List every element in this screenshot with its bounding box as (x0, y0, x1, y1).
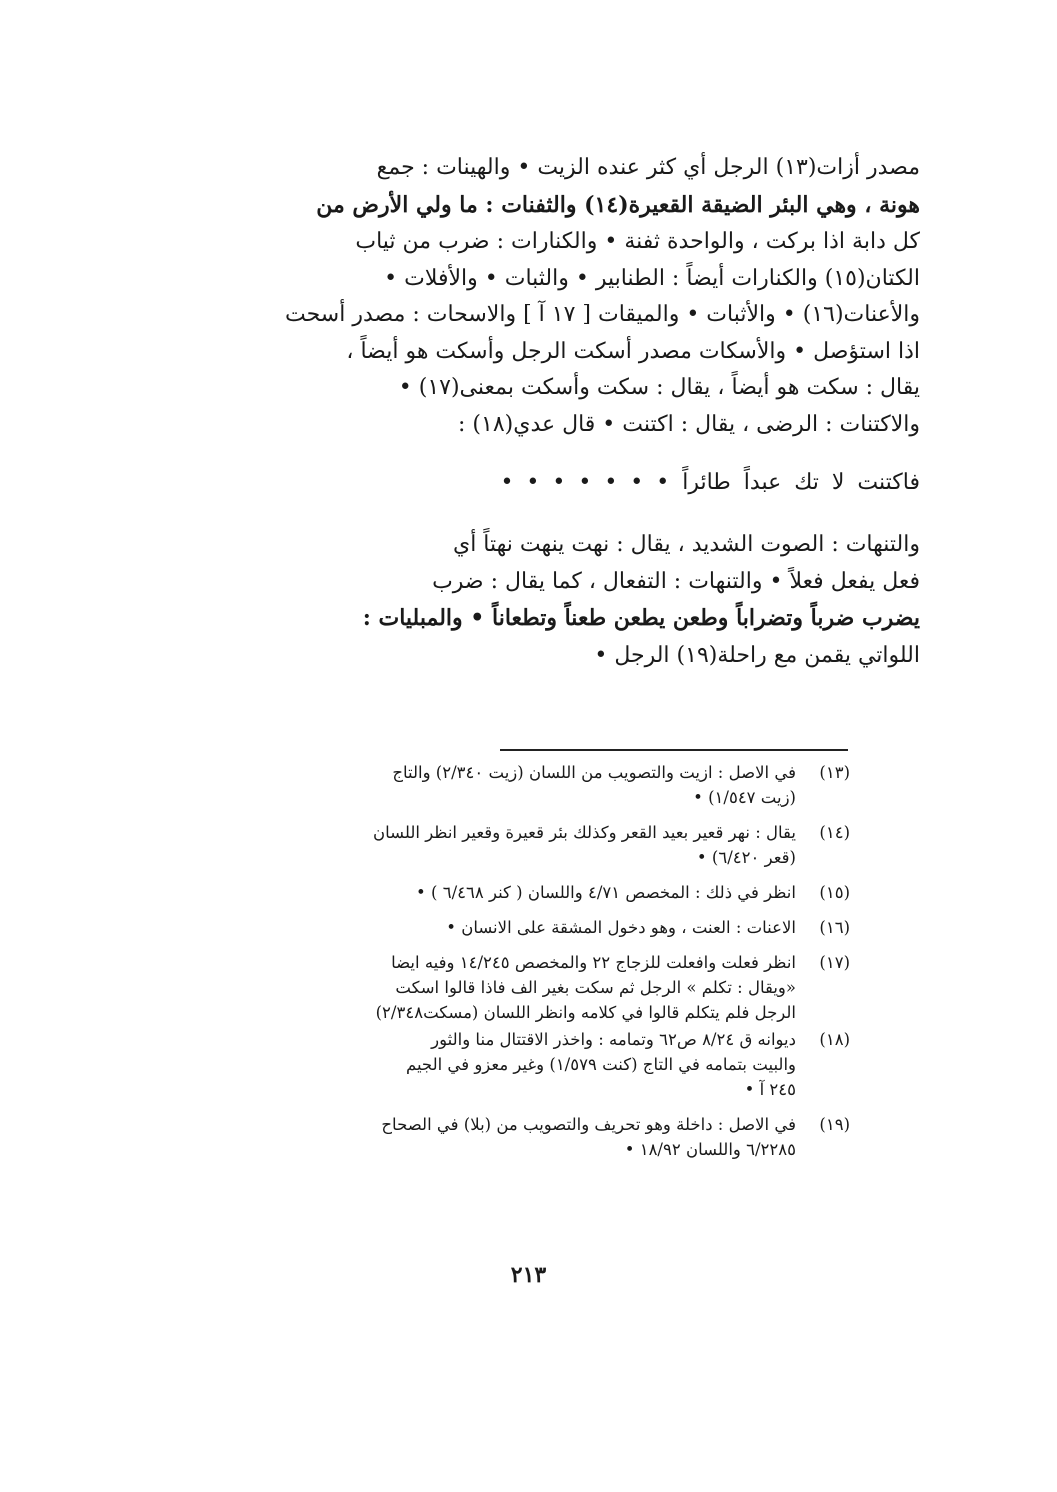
line: يضرب ضرباً وتضراباً وطعن يطعن طعناً وتطعاناً • والمبليات : (362, 605, 920, 631)
line: الكتان(١٥) والكنارات أيضاً : الطنابير • والثبات • والأفلات • (384, 265, 920, 291)
footnote-number: (١٦) (819, 918, 850, 937)
footnote-line: ٦/٢٢٨٥ واللسان ١٨/٩٢ • (624, 1140, 796, 1159)
footnote-number: (١٩) (819, 1115, 850, 1134)
footnote-18 (190, 1027, 850, 1102)
line: والتنهات : الصوت الشديد ، يقال : نهت ينهت نهتاً أي (452, 532, 920, 557)
footnote-line: (قعر ٦/٤٢٠) • (696, 848, 796, 867)
line: يقال : سكت هو أيضاً ، يقال : سكت وأسكت بمعنى(١٧) • (398, 375, 920, 400)
footnote-line: الرجل فلم يتكلم قالوا في كلامه وانظر اللسان (مسكت٢/٣٤٨) (375, 1003, 796, 1022)
line: اذا استؤصل • والأسكات مصدر أسكت الرجل وأسكت هو أيضاً ، (346, 338, 920, 364)
line: والأعنات(١٦) • والأثبات • والميقات [ ١٧ آ ] والاسحات : مصدر أسحت (284, 302, 920, 327)
footnotes (190, 760, 850, 1172)
footnote-15 (190, 880, 850, 905)
poetry-verse: فاكتنت لا تك عبداً طائراً • • • • • • • (500, 470, 920, 495)
main-text (170, 150, 920, 674)
footnote-number: (١٨) (819, 1030, 850, 1049)
footnote-line: انظر في ذلك : المخصص ٤/٧١ واللسان ( كنر ٦/٤٦٨ ) • (416, 883, 796, 902)
footnote-13 (190, 760, 850, 810)
footnote-line: انظر فعلت وافعلت للزجاج ٢٢ والمخصص ١٤/٢٤٥ وفيه ايضا (391, 953, 796, 972)
footnote-separator (500, 749, 848, 751)
line: اللواتي يقمن مع راحلة(١٩) الرجل • (594, 642, 920, 668)
footnote-line: في الاصل : داخلة وهو تحريف والتصويب من (بلا) في الصحاح (381, 1115, 796, 1134)
footnote-number: (١٥) (819, 883, 850, 902)
footnote-number: (١٤) (819, 823, 850, 842)
line: والاكتنات : الرضى ، يقال : اكتنت • قال عدي(١٨) : (458, 411, 920, 437)
line: مصدر أزات(١٣) الرجل أي كثر عنده الزيت • والهينات : جمع (376, 155, 920, 180)
paragraph-1 (170, 150, 920, 443)
paragraph-2 (170, 527, 920, 674)
footnote-line: ٢٤٥ آ • (744, 1080, 796, 1099)
line: هونة ، وهي البئر الضيقة القعيرة(١٤) والثفنات : ما ولي الأرض من (316, 191, 920, 218)
footnote-line: (زيت ١/٥٤٧) • (693, 788, 796, 807)
footnote-17 (190, 950, 850, 1025)
footnote-number: (١٣) (819, 763, 850, 782)
line: فعل يفعل فعلاً • والتنهات : التفعال ، كما يقال : ضرب (432, 568, 920, 594)
page-number: ٢١٣ (510, 1262, 547, 1288)
line: كل دابة اذا بركت ، والواحدة ثفنة • والكنارات : ضرب من ثياب (355, 229, 920, 254)
footnote-line: في الاصل : ازيت والتصويب من اللسان (زيت ٢/٣٤٠) والتاج (392, 763, 796, 782)
footnote-line: يقال : نهر قعير بعيد القعر وكذلك بئر قعيرة وقعير انظر اللسان (373, 823, 796, 842)
footnote-number: (١٧) (819, 953, 850, 972)
footnote-line: ديوانه ق ٨/٢٤ ص٦٢ وتمامه : واخذر الاقتتال منا والثور (431, 1030, 796, 1049)
footnote-19 (190, 1112, 850, 1162)
footnote-line: والبيت بتمامه في التاج (كنت ١/٥٧٩) وغير معزو في الجيم (405, 1055, 796, 1074)
footnote-16 (190, 915, 850, 940)
footnote-line: الاعنات : العنت ، وهو دخول المشقة على الانسان • (446, 918, 796, 937)
footnote-14 (190, 820, 850, 870)
footnote-line: «ويقال : تكلم » الرجل ثم سكت بغير الف فاذا قالوا اسكت (395, 978, 796, 997)
